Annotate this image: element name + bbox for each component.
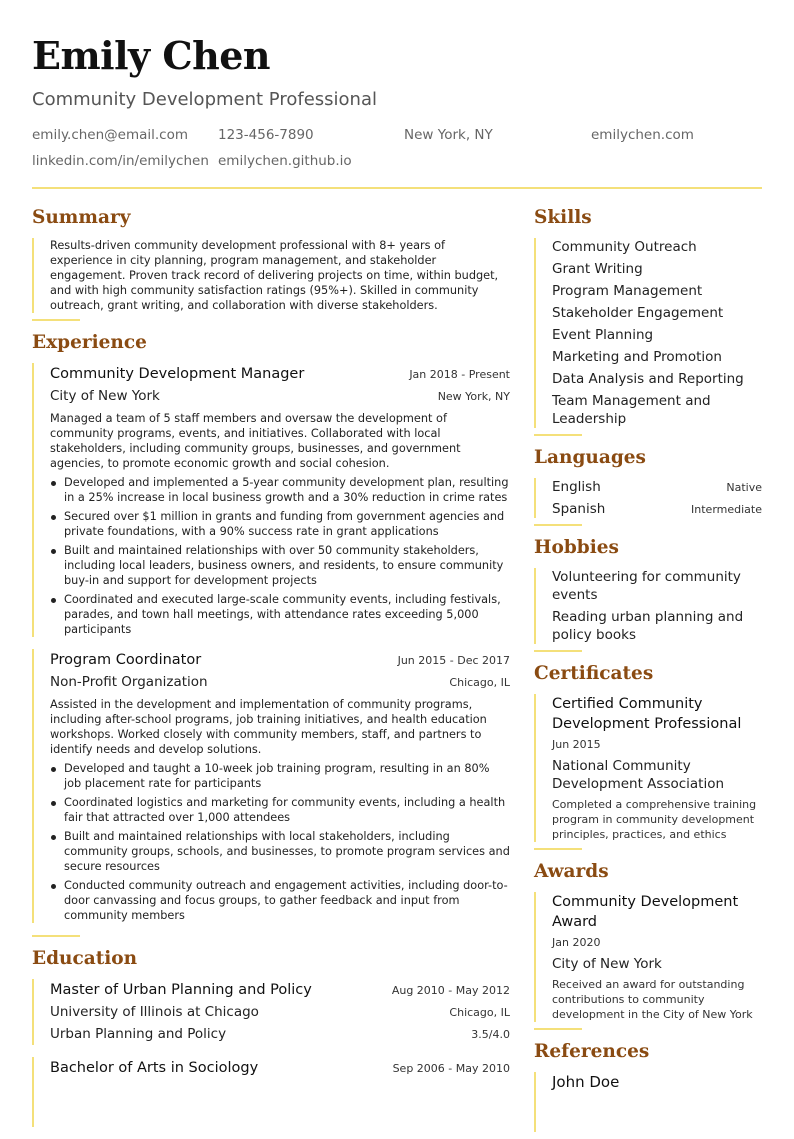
language-name: English [552,479,601,495]
education-entry [32,1057,510,1127]
section-rule [32,319,80,321]
list-item: Team Management and Leadership [552,393,711,427]
job-organization: City of New York [50,388,160,404]
certificate-issuer: National Community Development Association [552,758,725,792]
experience-heading: Experience [32,332,147,353]
section-rule [534,650,582,652]
list-item: Stakeholder Engagement [552,305,724,321]
github-link[interactable]: emilychen.github.io [218,153,352,169]
summary-text: Results-driven community development professional with 8+ years of experience in city planning, program management, and stakeholder engagement. Proven track record of delivering projects on time, within budget, and with high community satisfaction ratings (95%+). Skilled in community outreach, grant writing, and collaboration with diverse stakeholders. [50,239,499,312]
list-item: Volunteering for community events [552,569,741,603]
contact-info [32,126,762,178]
language-row [552,500,762,518]
field-of-study: Urban Planning and Policy [50,1026,227,1042]
job-location: Chicago, IL [449,676,510,689]
hobbies-heading: Hobbies [534,537,619,558]
gpa: 3.5/4.0 [471,1028,510,1041]
language-name: Spanish [552,501,606,517]
section-rule [534,434,582,436]
awards-section [534,860,762,1030]
certificate-description: Completed a comprehensive training program in community development principles, practices, and ethics [552,798,757,841]
award-issuer: City of New York [552,956,662,972]
job-bullets [50,761,510,923]
reference-name: John Doe [552,1073,620,1091]
education-section [32,947,510,1127]
list-item: Secured over $1 million in grants and funding from government agencies and private foundations, with a 90% success rate in grant applications [50,509,510,539]
job-organization: Non-Profit Organization [50,674,208,690]
sidebar-column [534,206,762,1132]
references-section [534,1040,762,1132]
job-dates: Jan 2018 - Present [409,368,510,381]
award-name: Community Development Award [552,894,739,930]
list-item: Coordinated logistics and marketing for community events, including a health fair that attracted over 1,000 attendees [50,795,510,825]
summary-heading: Summary [32,207,131,228]
job-dates: Jun 2015 - Dec 2017 [397,654,510,667]
certificates-section [534,662,762,850]
list-item: Coordinated and executed large-scale community events, including festivals, parades, and town hall meetings, with attendance rates exceeding 5,000 participants [50,592,510,637]
job-title: Community Development Manager [50,366,305,382]
education-entry [32,979,510,1045]
list-item: Marketing and Promotion [552,349,722,365]
list-item: Built and maintained relationships with local stakeholders, including community groups, schools, and businesses, to promote program services and secure resources [50,829,510,874]
hobbies-section [534,536,762,652]
section-rule [534,1028,582,1030]
certificate-name: Certified Community Development Professional [552,696,742,732]
awards-heading: Awards [534,861,609,882]
languages-heading: Languages [534,447,646,468]
award-description: Received an award for outstanding contributions to community development in the City of New York [552,978,753,1021]
job-title: Program Coordinator [50,652,202,668]
phone-number: 123-456-7890 [218,127,314,143]
list-item: Developed and implemented a 5-year community development plan, resulting in a 25% increase in local business growth and a 30% reduction in crime rates [50,475,510,505]
certificate-date: Jun 2015 [552,738,601,751]
candidate-title: Community Development Professional [32,89,377,110]
skills-heading: Skills [534,207,592,228]
website-link[interactable]: emilychen.com [591,127,694,143]
education-heading: Education [32,948,138,969]
language-level: Intermediate [691,503,762,516]
job-entry [32,363,510,637]
candidate-name: Emily Chen [32,33,271,78]
list-item: Grant Writing [552,261,643,277]
education-dates: Sep 2006 - May 2010 [392,1062,510,1075]
school-location: Chicago, IL [449,1006,510,1019]
school-name: University of Illinois at Chicago [50,1004,259,1020]
main-column [32,206,510,1139]
skills-section [534,206,762,436]
hobbies-list [552,568,762,644]
resume-header [32,30,762,178]
header-divider [32,187,762,189]
list-item: Conducted community outreach and engagement activities, including door-to-door canvassing and focus groups, to gather feedback and input from community members [50,878,510,923]
degree-name: Bachelor of Arts in Sociology [50,1060,259,1076]
location-text: New York, NY [404,127,493,143]
job-description: Managed a team of 5 staff members and oversaw the development of community programs, events, and initiatives. Collaborated with local stakeholders, including community groups, businesses, and government agencies, to promote economic growth and social cohesion. [50,412,461,470]
experience-section [32,331,510,937]
list-item: Data Analysis and Reporting [552,371,744,387]
section-rule [32,935,80,937]
degree-name: Master of Urban Planning and Policy [50,982,312,998]
list-item: Developed and taught a 10-week job training program, resulting in an 80% job placement rate for participants [50,761,510,791]
job-location: New York, NY [437,390,510,403]
linkedin-link[interactable]: linkedin.com/in/emilychen [32,153,209,169]
languages-section [534,446,762,526]
list-item: Built and maintained relationships with over 50 community stakeholders, including local leaders, business owners, and residents, to ensure community buy-in and support for development projects [50,543,510,588]
list-item: Program Management [552,283,703,299]
summary-section [32,206,510,321]
email-link[interactable]: emily.chen@email.com [32,127,189,143]
job-description: Assisted in the development and implementation of community programs, including after-school programs, job training initiatives, and health education workshops. Worked closely with community members, staff, and partners to identify needs and develop solutions. [50,698,487,756]
certificates-heading: Certificates [534,663,654,684]
section-rule [534,848,582,850]
award-date: Jan 2020 [552,936,601,949]
references-heading: References [534,1041,650,1062]
list-item: Reading urban planning and policy books [552,609,744,643]
skills-list [552,238,762,428]
job-entry [32,649,510,923]
language-row [552,478,762,496]
section-rule [534,524,582,526]
list-item: Event Planning [552,327,654,343]
language-level: Native [726,481,762,494]
list-item: Community Outreach [552,239,697,255]
job-bullets [50,475,510,637]
education-dates: Aug 2010 - May 2012 [391,984,510,997]
